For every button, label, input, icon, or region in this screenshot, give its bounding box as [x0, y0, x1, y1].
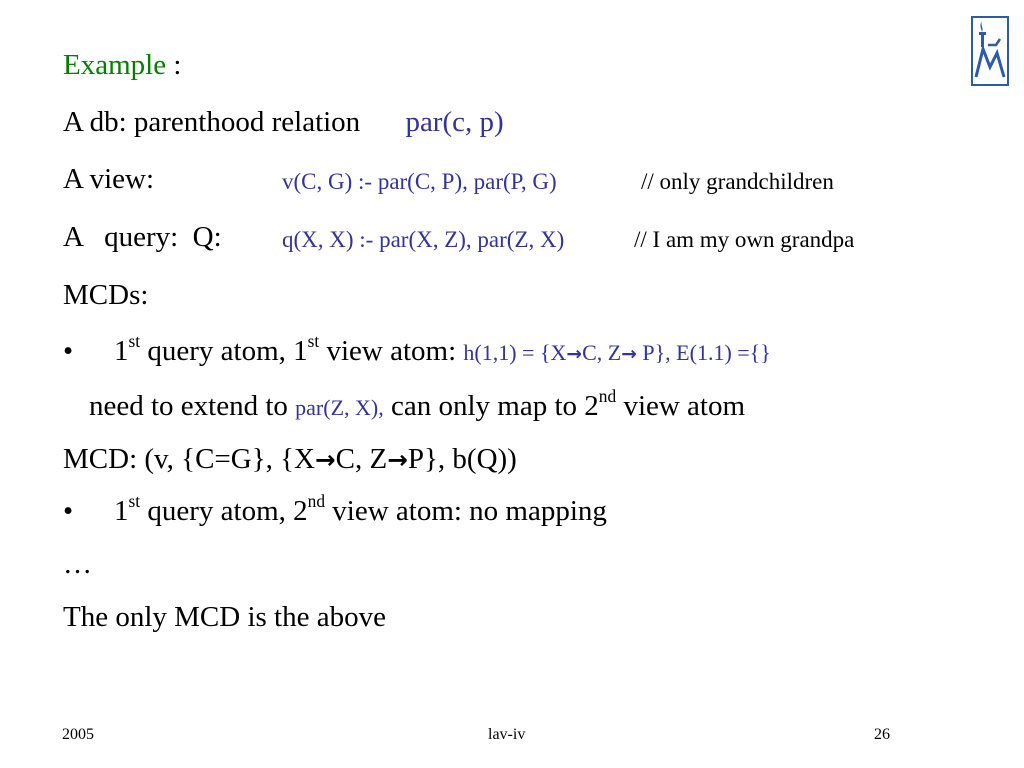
extend-line: need to extend to par(Z, X), can only map to 2nd view atom [89, 386, 746, 422]
example-heading [63, 49, 181, 81]
bullet-2 [63, 491, 607, 527]
example-word: Example [63, 49, 167, 81]
arrow-icon: → [387, 445, 408, 474]
db-expression: par(c, p) [405, 106, 504, 138]
view-expression: v(C, G) :- par(C, P), par(P, G) [282, 169, 557, 194]
view-comment: // only grandchildren [641, 169, 834, 194]
db-line [63, 106, 504, 138]
arrow-icon: → [621, 344, 637, 365]
arrow-icon: → [315, 445, 336, 474]
mapping-expression: h(1,1) = {X→C, Z→ P}, E(1.1) ={} [463, 340, 771, 365]
arrow-icon: → [566, 344, 583, 365]
bullet-1-marker: • [63, 335, 74, 367]
mcds-label: MCDs: [63, 279, 149, 311]
db-label: A db: parenthood relation [63, 106, 361, 138]
query-expression: q(X, X) :- par(X, Z), par(Z, X) [282, 227, 565, 252]
ellipsis: … [63, 548, 92, 580]
institution-logo-icon [970, 15, 1010, 87]
bullet-1-text: 1st query atom, 1st view atom: h(1,1) = {X→C, Z→ P}, E(1.1) ={} [114, 331, 771, 367]
mcd-line: MCD: (v, {C=G}, {X→C, Z→P}, b(Q)) [63, 443, 517, 475]
query-line [63, 221, 855, 253]
extend-expression: par(Z, X), [295, 395, 384, 420]
slide-number: 26 [874, 726, 890, 743]
bullet-1 [63, 331, 771, 367]
query-label: A query: Q: [63, 221, 222, 253]
view-label: A view: [63, 163, 155, 195]
example-colon: : [166, 49, 182, 81]
bullet-2-text: 1st query atom, 2nd view atom: no mapping [114, 491, 607, 527]
footer-year: 2005 [62, 726, 94, 743]
conclusion: The only MCD is the above [63, 601, 386, 633]
footer-title: lav-iv [488, 726, 526, 743]
view-line [63, 163, 834, 195]
bullet-2-marker: • [63, 495, 74, 527]
query-comment: // I am my own grandpa [634, 227, 855, 252]
